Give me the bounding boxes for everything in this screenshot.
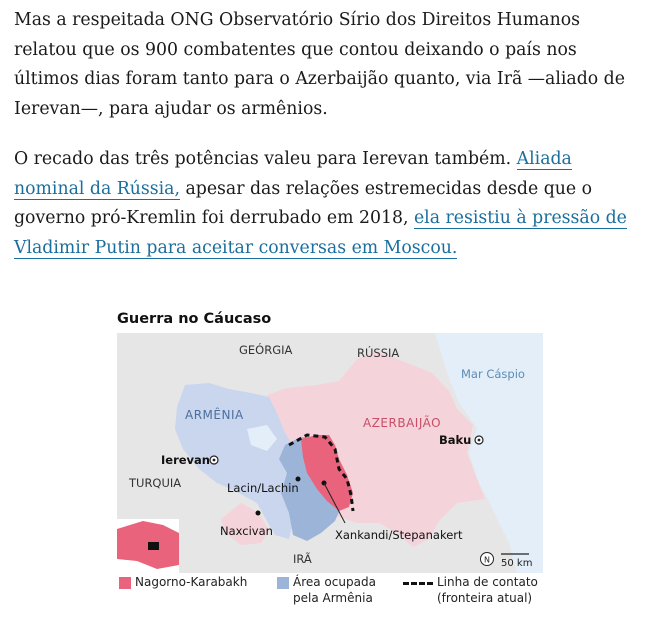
nakhchivan-marker: [256, 511, 261, 516]
map-legend: [117, 574, 543, 620]
legend-contact-label: [437, 574, 538, 606]
label-nakhchivan: Naxcivan: [220, 524, 273, 538]
legend-nk-swatch: [119, 577, 131, 589]
yerevan-marker-dot: [213, 459, 216, 462]
label-stepanakert: Xankandi/Stepanakert: [335, 528, 463, 542]
inset-locator-box: [148, 542, 159, 550]
paragraph-2-start: O recado das três potências valeu para Ierevan também.: [14, 149, 517, 169]
legend-contact-line2: (fronteira atual): [437, 591, 533, 605]
baku-marker-dot: [478, 439, 481, 442]
legend-occupied-line2: pela Armênia: [293, 591, 373, 605]
label-iran: IRÃ: [293, 552, 312, 566]
label-armenia: ARMÊNIA: [185, 408, 244, 422]
paragraph-2-mid: apesar das relações estremecidas desde que o governo pró-Kremlin foi derrubado em 2018,: [14, 178, 593, 228]
legend-occupied-swatch: [277, 577, 289, 589]
legend-occupied-line1: Área ocupada: [293, 575, 376, 589]
label-lachin: Lacin/Lachin: [227, 481, 299, 495]
link-resistiu-pressao[interactable]: ela resistiu à pressão de Vladimir Putin para aceitar conversas em Moscou.: [14, 208, 627, 258]
legend-contact-line1: Linha de contato: [437, 575, 538, 589]
label-russia: RÚSSIA: [357, 346, 400, 360]
scale-label: 50 km: [501, 558, 533, 569]
legend-nk-label: Nagorno-Karabakh: [135, 575, 248, 589]
legend-contact-swatch: [403, 582, 433, 585]
label-caspian: Mar Cáspio: [461, 367, 525, 381]
label-baku: Baku: [439, 433, 472, 447]
label-turkey: TURQUIA: [129, 476, 182, 490]
caucasus-map: [117, 333, 543, 573]
map-figure: [117, 306, 543, 620]
label-azerbaijan: AZERBAIJÃO: [363, 416, 442, 430]
label-georgia: GEÓRGIA: [239, 343, 293, 357]
legend-occupied-label: [293, 574, 376, 606]
north-label: N: [484, 555, 490, 565]
link-aliada-nominal[interactable]: Aliada nominal da Rússia,: [14, 149, 572, 199]
paragraph-2: [14, 145, 638, 263]
paragraph-1: Mas a respeitada ONG Observatório Sírio dos Direitos Humanos relatou que os 900 combatentes que contou deixando o país nos últimos dias foram tanto para o Azerbaijão quanto, via Irã —aliado de Ierevan—, para ajudar os armênios.: [14, 10, 625, 119]
label-yerevan: Ierevan: [161, 453, 210, 467]
figure-title: Guerra no Cáucaso: [117, 311, 272, 327]
